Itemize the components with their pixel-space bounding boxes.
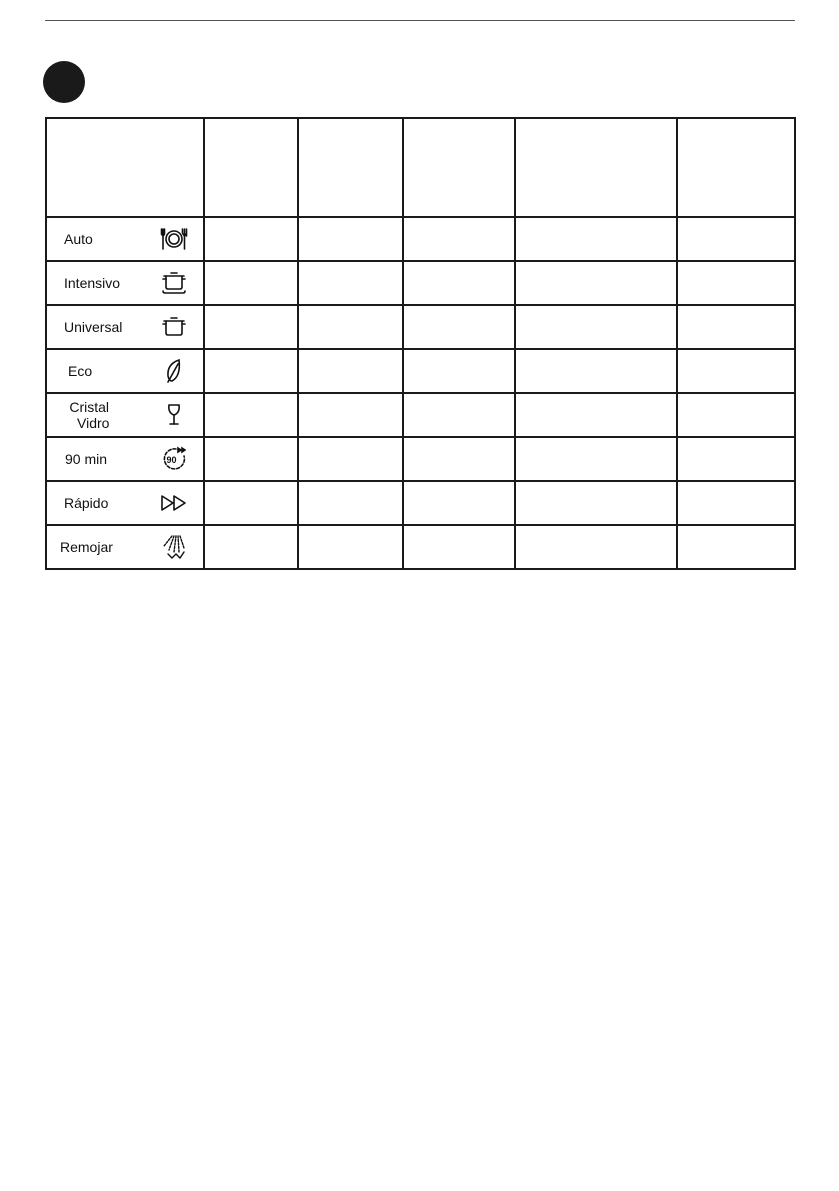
cell	[204, 525, 298, 569]
cell	[403, 261, 515, 305]
cell	[403, 525, 515, 569]
cell	[298, 393, 403, 437]
program-cell-intensivo	[46, 261, 204, 305]
cell	[204, 437, 298, 481]
cell	[403, 349, 515, 393]
program-label: Auto	[64, 231, 93, 247]
svg-text:90: 90	[166, 455, 177, 465]
program-cell-rapido	[46, 481, 204, 525]
cell	[403, 481, 515, 525]
cell	[204, 393, 298, 437]
plate-cutlery-icon	[159, 224, 189, 254]
header-cell	[204, 118, 298, 217]
cell	[677, 305, 795, 349]
table-row	[46, 261, 795, 305]
program-label-line2: Vidro	[77, 415, 110, 431]
header-cell	[298, 118, 403, 217]
cell	[515, 305, 677, 349]
header-cell	[46, 118, 204, 217]
cell	[298, 525, 403, 569]
header-cell	[403, 118, 515, 217]
program-cell-remojar	[46, 525, 204, 569]
cell	[515, 349, 677, 393]
cell	[298, 349, 403, 393]
program-label: 90 min	[65, 451, 108, 467]
cell	[515, 481, 677, 525]
program-cell-cristal	[46, 393, 204, 437]
program-label: Intensivo	[64, 275, 121, 291]
section-badge	[43, 61, 85, 103]
program-label: Universal	[64, 319, 123, 335]
cell	[298, 217, 403, 261]
cell	[677, 525, 795, 569]
cell	[204, 349, 298, 393]
cell	[204, 217, 298, 261]
cell	[204, 305, 298, 349]
table-row	[46, 525, 795, 569]
cell	[515, 525, 677, 569]
cell	[403, 393, 515, 437]
table-row	[46, 305, 795, 349]
cell	[298, 261, 403, 305]
leaf-icon	[159, 356, 189, 386]
top-rule	[45, 20, 795, 21]
cell	[515, 217, 677, 261]
program-cell-auto	[46, 217, 204, 261]
cell	[298, 481, 403, 525]
table-row	[46, 437, 795, 481]
cell	[403, 305, 515, 349]
cell	[403, 437, 515, 481]
program-cell-90min	[46, 437, 204, 481]
cell	[677, 437, 795, 481]
cell	[677, 217, 795, 261]
cell	[515, 437, 677, 481]
cell	[677, 481, 795, 525]
table-header-row	[46, 118, 795, 217]
program-label-line1: Cristal	[69, 399, 110, 415]
program-label: Remojar	[60, 539, 113, 555]
cell	[515, 393, 677, 437]
spray-rinse-icon	[159, 532, 189, 562]
timer-90-icon	[159, 444, 189, 474]
program-label: Eco	[68, 363, 93, 379]
table-row	[46, 349, 795, 393]
program-cell-universal	[46, 305, 204, 349]
fast-forward-icon	[159, 488, 189, 518]
cell	[677, 393, 795, 437]
header-cell	[515, 118, 677, 217]
cell	[298, 305, 403, 349]
pot-icon	[159, 312, 189, 342]
program-label: Rápido	[64, 495, 109, 511]
wine-glass-icon	[159, 400, 189, 430]
table-row	[46, 393, 795, 437]
table-row	[46, 481, 795, 525]
cell	[515, 261, 677, 305]
pot-heavy-icon	[159, 268, 189, 298]
program-label	[69, 399, 109, 431]
cell	[204, 261, 298, 305]
header-cell	[677, 118, 795, 217]
cell	[403, 217, 515, 261]
cell	[204, 481, 298, 525]
table-row	[46, 217, 795, 261]
program-table	[45, 117, 796, 570]
cell	[677, 349, 795, 393]
cell	[298, 437, 403, 481]
program-cell-eco	[46, 349, 204, 393]
cell	[677, 261, 795, 305]
